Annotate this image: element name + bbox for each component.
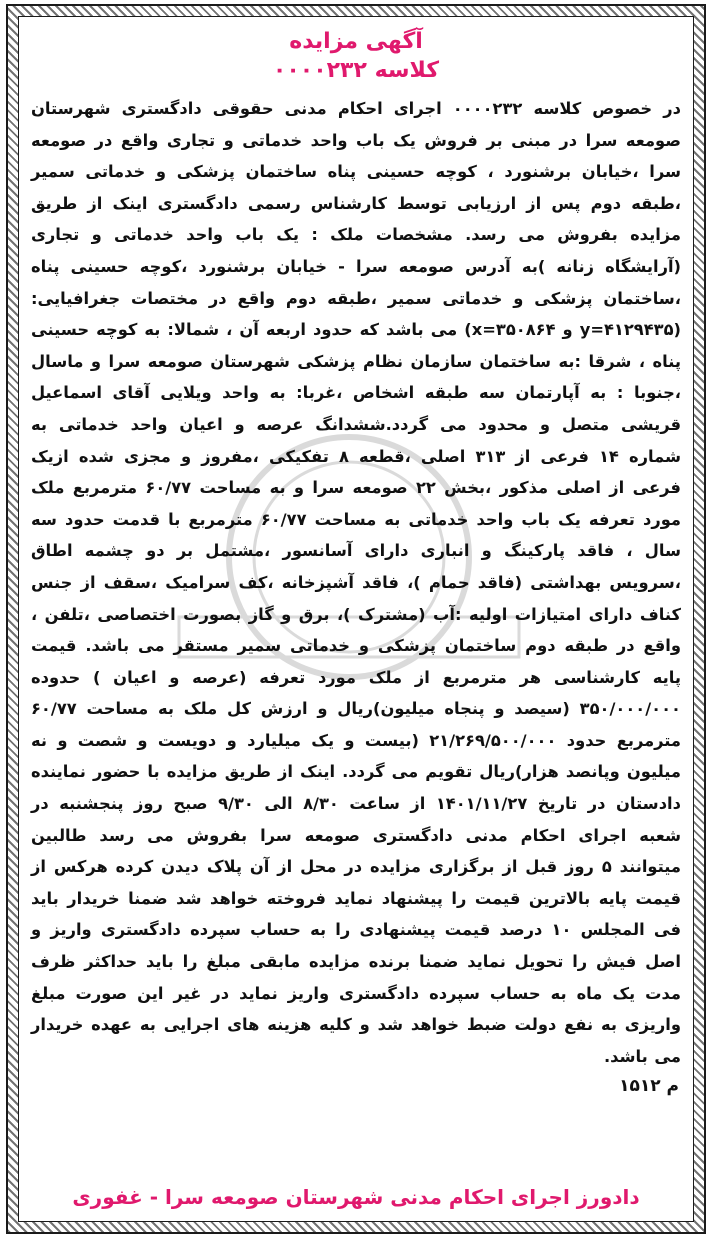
notice-signature: دادورز اجرای احکام مدنی شهرستان صومعه سرا - غفوری — [72, 1185, 640, 1209]
notice-body: در خصوص کلاسه ۰۰۰۰۲۳۲ اجرای احکام مدنی حقوقی دادگستری شهرستان صومعه سرا در مبنی بر فروش یک باب واحد خدماتی و تجاری واقع در صومعه سرا ،خیابان برشنورد ، کوچه حسینی پناه ساختمان پزشکی و خدماتی سمیر ،طبقه دوم پس از ارزیابی توسط کارشناس رسمی دادگستری اینک از طریق مزایده بفروش می رسد. مشخصات ملک : یک باب واحد خدماتی و تجاری (آرایشگاه زنانه )به آدرس صومعه سرا - خیابان برشنورد ،کوچه حسینی پناه ،ساختمان پزشکی و خدماتی سمیر ،طبقه دوم واقع در مختصات جغرافیایی: (۴۱۲۹۴۳۵=y و ۳۵۰۸۶۴=x) می باشد که حدود اربعه آن ، شمالا: به کوچه حسینی پناه ، شرقا :به ساختمان سازمان نظام پزشکی شهرستان صومعه سرا و ماسال ،جنوبا : به آپارتمان سه طبقه اشخاص ،غربا: به واحد ویلایی آقای اسماعیل قریشی متصل و محدود می گردد.ششدانگ عرصه و اعیان واحد خدماتی به شماره ۱۴ فرعی از ۳۱۳ اصلی ،قطعه ۸ تفکیکی ،مفروز و مجزی شده ازیک فرعی از اصلی مذکور ،بخش ۲۲ صومعه سرا و به مساحت ۶۰/۷۷ مترمربع ملک مورد تعرفه یک باب واحد خدماتی به مساحت ۶۰/۷۷ مترمربع با قدمت حدود سه سال ، فاقد پارکینگ و انباری دارای آسانسور ،مشتمل بر دو چشمه اطاق ،سرویس بهداشتی (فاقد حمام )، فاقد آشپزخانه ،کف سرامیک ،سقف از جنس کناف دارای امتیازات اولیه :آب (مشترک )، برق و گاز بصورت اختصاصی ،تلفن ، واقع در طبقه دوم ساختمان پزشکی و خدماتی سمیر مستقر می باشد. قیمت پایه کارشناسی هر مترمربع از ملک مورد تعرفه (عرصه و اعیان ) حدوده ۳۵۰/۰۰۰/۰۰۰ (سیصد و پنجاه میلیون)ریال و ارزش کل ملک به مساحت ۶۰/۷۷ مترمربع حدود ۲۱/۲۶۹/۵۰۰/۰۰۰ (بیست و یک میلیارد و دویست و شصت و نه میلیون وپانصد هزار)ریال تقویم می گردد. اینک از طریق مزایده با حضور نماینده دادستان در تاریخ ۱۴۰۱/۱۱/۲۷ از ساعت ۸/۳۰ الی ۹/۳۰ صبح روز پنجشنبه در شعبه اجرای احکام مدنی دادگستری صومعه سرا بفروش می رسد طالبین میتوانند ۵ روز قبل از برگزاری مزایده در محل از آن پلاک دیدن کرده هرکس از قیمت پایه بالاترین قیمت را پیشنهاد نماید فروخته خواهد شد ضمنا خریدار باید فی المجلس ۱۰ درصد قیمت پیشنهادی را به حساب سپرده دادگستری واریز و اصل فیش را تحویل نماید ضمنا برنده مزایده مابقی مبلغ را باید حداکثر ظرف مدت یک ماه به حساب سپرده دادگستری واریز نماید در غیر این صورت مبلغ واریزی به نفع دولت ضبط خواهد شد و کلیه هزینه های اجرایی به عهده خریدار می باشد. — [31, 99, 682, 1066]
notice-panel — [18, 16, 694, 1222]
notice-code: م ۱۵۱۲ — [619, 1076, 679, 1097]
notice-title: آگهی مزایده — [289, 29, 423, 54]
case-class-number: کلاسه ۰۰۰۰۲۳۲ — [272, 58, 440, 83]
notice-frame — [6, 4, 706, 1234]
